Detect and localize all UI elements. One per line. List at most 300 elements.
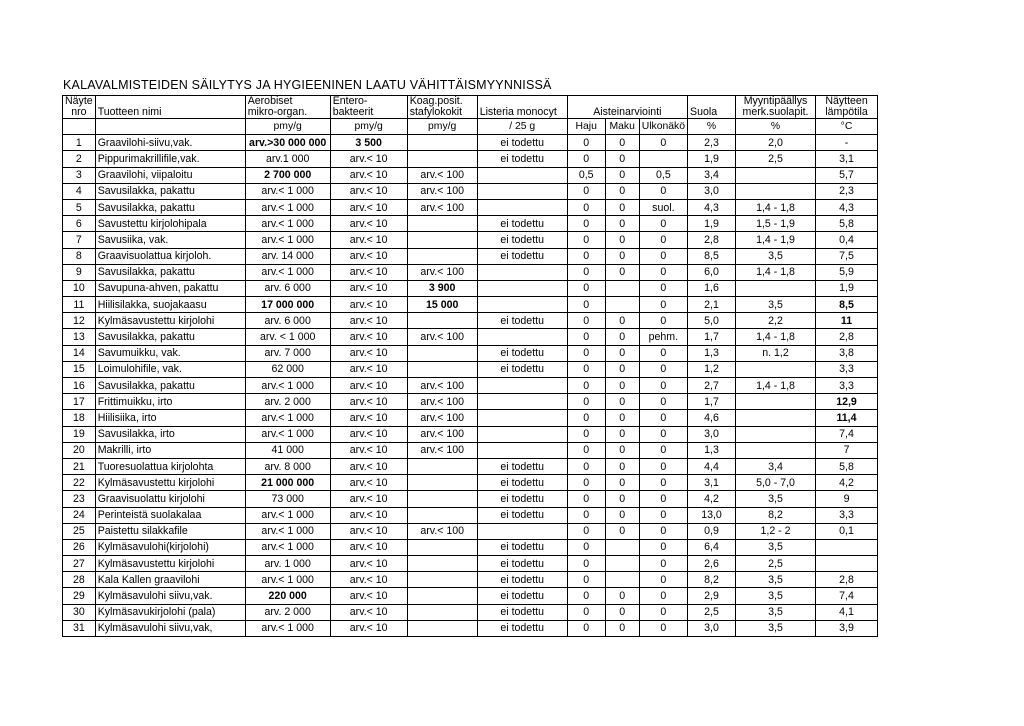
cell-maku: 0	[605, 410, 639, 426]
col-header-listeria: Listeria monocyt	[477, 96, 567, 119]
cell-entero: arv.< 10	[330, 620, 407, 636]
cell-suola: 3,4	[688, 167, 736, 183]
cell-name: Hiilisiika, irto	[95, 410, 245, 426]
cell-haju: 0	[567, 297, 605, 313]
cell-aerob: arv.< 1 000	[245, 523, 330, 539]
cell-listeria	[477, 183, 567, 199]
cell-entero: arv.< 10	[330, 378, 407, 394]
cell-ulkonako: 0	[639, 280, 687, 296]
cell-nro: 4	[63, 183, 96, 199]
cell-nro: 29	[63, 588, 96, 604]
cell-maku: 0	[605, 248, 639, 264]
table-row	[63, 135, 878, 151]
cell-name: Hiilisilakka, suojakaasu	[95, 297, 245, 313]
cell-maku: 0	[605, 426, 639, 442]
cell-name: Savusiika, vak.	[95, 232, 245, 248]
cell-koag	[407, 248, 477, 264]
cell-lampo: 11,4	[816, 410, 878, 426]
cell-lampo: 5,9	[816, 264, 878, 280]
cell-entero: arv.< 10	[330, 572, 407, 588]
cell-lampo: 1,9	[816, 280, 878, 296]
cell-listeria	[477, 199, 567, 215]
cell-myynti: 3,5	[736, 539, 816, 555]
cell-aerob: arv.< 1 000	[245, 539, 330, 555]
cell-nro: 8	[63, 248, 96, 264]
cell-haju: 0	[567, 345, 605, 361]
cell-lampo: 5,7	[816, 167, 878, 183]
cell-suola: 4,3	[688, 199, 736, 215]
cell-koag	[407, 556, 477, 572]
cell-koag: arv.< 100	[407, 378, 477, 394]
cell-nro: 19	[63, 426, 96, 442]
cell-aerob: arv. 1 000	[245, 556, 330, 572]
table-row	[63, 507, 878, 523]
cell-koag: arv.< 100	[407, 183, 477, 199]
col-header-myynti-text: Myyntipäällys merk.suolapit.	[742, 95, 809, 118]
cell-myynti: 3,5	[736, 297, 816, 313]
table-row	[63, 410, 878, 426]
cell-koag	[407, 539, 477, 555]
cell-aerob: arv.< 1 000	[245, 426, 330, 442]
cell-listeria: ei todettu	[477, 620, 567, 636]
cell-aerob: arv. 2 000	[245, 394, 330, 410]
cell-suola: 1,6	[688, 280, 736, 296]
cell-entero: arv.< 10	[330, 248, 407, 264]
cell-maku: 0	[605, 329, 639, 345]
cell-nro: 15	[63, 361, 96, 377]
cell-nro: 25	[63, 523, 96, 539]
cell-koag	[407, 345, 477, 361]
table-row	[63, 329, 878, 345]
cell-lampo: 5,8	[816, 216, 878, 232]
cell-suola: 3,0	[688, 620, 736, 636]
cell-koag	[407, 588, 477, 604]
cell-name: Pippurimakrillifile,vak.	[95, 151, 245, 167]
table-row	[63, 620, 878, 636]
cell-haju: 0	[567, 394, 605, 410]
table-row	[63, 199, 878, 215]
cell-entero: arv.< 10	[330, 167, 407, 183]
cell-aerob: 2 700 000	[245, 167, 330, 183]
cell-name: Kylmäsavukirjolohi (pala)	[95, 604, 245, 620]
cell-lampo: 2,8	[816, 329, 878, 345]
cell-suola: 5,0	[688, 313, 736, 329]
cell-maku: 0	[605, 458, 639, 474]
cell-name: Kylmäsavulohi siivu,vak,	[95, 620, 245, 636]
cell-suola: 1,2	[688, 361, 736, 377]
cell-nro: 30	[63, 604, 96, 620]
cell-haju: 0	[567, 313, 605, 329]
cell-nro: 21	[63, 458, 96, 474]
cell-ulkonako: 0	[639, 539, 687, 555]
cell-listeria: ei todettu	[477, 572, 567, 588]
cell-myynti: 1,5 - 1,9	[736, 216, 816, 232]
cell-ulkonako: 0	[639, 264, 687, 280]
cell-listeria: ei todettu	[477, 507, 567, 523]
cell-myynti: 2,2	[736, 313, 816, 329]
unit-nro	[63, 119, 96, 135]
cell-nro: 26	[63, 539, 96, 555]
cell-haju: 0	[567, 135, 605, 151]
cell-myynti: 1,4 - 1,8	[736, 378, 816, 394]
cell-aerob: arv. 7 000	[245, 345, 330, 361]
cell-aerob: arv. < 1 000	[245, 329, 330, 345]
cell-myynti: 1,4 - 1,8	[736, 329, 816, 345]
cell-maku: 0	[605, 167, 639, 183]
cell-koag: arv.< 100	[407, 410, 477, 426]
table-row	[63, 378, 878, 394]
cell-suola: 2,9	[688, 588, 736, 604]
cell-name: Graavisuolattua kirjoloh.	[95, 248, 245, 264]
cell-entero: arv.< 10	[330, 556, 407, 572]
cell-suola: 1,3	[688, 345, 736, 361]
cell-maku: 0	[605, 507, 639, 523]
col-header-name: Tuotteen nimi	[95, 96, 245, 119]
cell-haju: 0	[567, 361, 605, 377]
cell-entero: arv.< 10	[330, 313, 407, 329]
cell-haju: 0	[567, 458, 605, 474]
cell-ulkonako: 0	[639, 426, 687, 442]
cell-haju: 0,5	[567, 167, 605, 183]
cell-maku: 0	[605, 604, 639, 620]
cell-listeria: ei todettu	[477, 458, 567, 474]
cell-name: Tuoresuolattua kirjolohta	[95, 458, 245, 474]
cell-suola: 6,4	[688, 539, 736, 555]
cell-ulkonako: 0	[639, 588, 687, 604]
cell-lampo: 7,4	[816, 426, 878, 442]
cell-haju: 0	[567, 426, 605, 442]
cell-koag	[407, 604, 477, 620]
col-header-suola: Suola	[688, 96, 736, 119]
cell-suola: 0,9	[688, 523, 736, 539]
cell-haju: 0	[567, 620, 605, 636]
cell-nro: 5	[63, 199, 96, 215]
cell-listeria	[477, 329, 567, 345]
cell-listeria: ei todettu	[477, 151, 567, 167]
cell-aerob: arv.< 1 000	[245, 199, 330, 215]
cell-koag: arv.< 100	[407, 394, 477, 410]
col-header-myynti	[736, 96, 816, 119]
cell-entero: arv.< 10	[330, 604, 407, 620]
cell-aerob: arv.< 1 000	[245, 216, 330, 232]
cell-nro: 18	[63, 410, 96, 426]
unit-listeria: / 25 g	[477, 119, 567, 135]
cell-haju: 0	[567, 410, 605, 426]
cell-koag	[407, 313, 477, 329]
cell-haju: 0	[567, 523, 605, 539]
cell-entero: arv.< 10	[330, 297, 407, 313]
cell-koag	[407, 458, 477, 474]
cell-aerob: 17 000 000	[245, 297, 330, 313]
cell-ulkonako: 0	[639, 475, 687, 491]
cell-lampo: 8,5	[816, 297, 878, 313]
cell-nro: 1	[63, 135, 96, 151]
table-body	[63, 135, 878, 637]
cell-ulkonako: 0	[639, 232, 687, 248]
cell-lampo	[816, 539, 878, 555]
cell-aerob: arv.< 1 000	[245, 378, 330, 394]
cell-entero: arv.< 10	[330, 539, 407, 555]
cell-name: Perinteistä suolakalaa	[95, 507, 245, 523]
cell-aerob: arv.< 1 000	[245, 410, 330, 426]
unit-myynti: %	[736, 119, 816, 135]
cell-entero: arv.< 10	[330, 361, 407, 377]
col-header-aisti: Aisteinarviointi	[567, 96, 687, 119]
cell-suola: 8,5	[688, 248, 736, 264]
cell-aerob: arv.< 1 000	[245, 264, 330, 280]
cell-haju: 0	[567, 556, 605, 572]
cell-ulkonako: 0	[639, 183, 687, 199]
cell-maku: 0	[605, 378, 639, 394]
cell-myynti: 1,4 - 1,8	[736, 264, 816, 280]
cell-koag	[407, 232, 477, 248]
table-row	[63, 313, 878, 329]
table-row	[63, 248, 878, 264]
cell-aerob: arv.1 000	[245, 151, 330, 167]
cell-entero: arv.< 10	[330, 199, 407, 215]
cell-name: Savumuikku, vak.	[95, 345, 245, 361]
table-row	[63, 183, 878, 199]
cell-koag	[407, 475, 477, 491]
unit-lampo: °C	[816, 119, 878, 135]
table-row	[63, 394, 878, 410]
cell-maku: 0	[605, 345, 639, 361]
cell-ulkonako: 0	[639, 135, 687, 151]
cell-listeria: ei todettu	[477, 135, 567, 151]
cell-suola: 3,0	[688, 426, 736, 442]
cell-haju: 0	[567, 151, 605, 167]
cell-listeria: ei todettu	[477, 248, 567, 264]
cell-name: Kylmäsavulohi siivu,vak.	[95, 588, 245, 604]
cell-myynti	[736, 183, 816, 199]
cell-lampo: 7	[816, 442, 878, 458]
cell-lampo	[816, 556, 878, 572]
header-row	[63, 96, 878, 119]
cell-ulkonako: 0	[639, 297, 687, 313]
cell-listeria: ei todettu	[477, 313, 567, 329]
cell-haju: 0	[567, 475, 605, 491]
cell-maku: 0	[605, 135, 639, 151]
table-row	[63, 491, 878, 507]
cell-koag	[407, 216, 477, 232]
cell-lampo: 12,9	[816, 394, 878, 410]
cell-koag: arv.< 100	[407, 329, 477, 345]
cell-listeria: ei todettu	[477, 556, 567, 572]
cell-ulkonako: 0	[639, 361, 687, 377]
cell-lampo: 11	[816, 313, 878, 329]
cell-listeria	[477, 264, 567, 280]
cell-myynti: 2,5	[736, 151, 816, 167]
cell-lampo: 5,8	[816, 458, 878, 474]
cell-aerob: arv.< 1 000	[245, 507, 330, 523]
cell-listeria	[477, 167, 567, 183]
table-row	[63, 426, 878, 442]
cell-suola: 3,0	[688, 183, 736, 199]
cell-myynti	[736, 426, 816, 442]
unit-row	[63, 119, 878, 135]
cell-entero: arv.< 10	[330, 216, 407, 232]
cell-haju: 0	[567, 280, 605, 296]
cell-entero: arv.< 10	[330, 232, 407, 248]
cell-listeria: ei todettu	[477, 588, 567, 604]
cell-haju: 0	[567, 329, 605, 345]
cell-nro: 11	[63, 297, 96, 313]
cell-ulkonako: pehm.	[639, 329, 687, 345]
table-row	[63, 556, 878, 572]
cell-lampo: 0,1	[816, 523, 878, 539]
cell-koag	[407, 507, 477, 523]
table-row	[63, 523, 878, 539]
cell-ulkonako: 0	[639, 507, 687, 523]
cell-name: Savusilakka, pakattu	[95, 183, 245, 199]
cell-nro: 13	[63, 329, 96, 345]
cell-myynti: 3,5	[736, 604, 816, 620]
cell-myynti: 8,2	[736, 507, 816, 523]
cell-aerob: arv. 2 000	[245, 604, 330, 620]
cell-haju: 0	[567, 183, 605, 199]
cell-ulkonako: 0	[639, 523, 687, 539]
cell-listeria	[477, 426, 567, 442]
cell-entero: arv.< 10	[330, 151, 407, 167]
cell-maku: 0	[605, 183, 639, 199]
cell-entero: arv.< 10	[330, 507, 407, 523]
cell-listeria: ei todettu	[477, 345, 567, 361]
cell-haju: 0	[567, 248, 605, 264]
cell-koag	[407, 620, 477, 636]
cell-haju: 0	[567, 442, 605, 458]
cell-aerob: arv.< 1 000	[245, 572, 330, 588]
cell-koag	[407, 572, 477, 588]
cell-nro: 28	[63, 572, 96, 588]
cell-listeria	[477, 378, 567, 394]
cell-suola: 4,4	[688, 458, 736, 474]
cell-myynti	[736, 167, 816, 183]
cell-maku: 0	[605, 361, 639, 377]
cell-nro: 10	[63, 280, 96, 296]
cell-ulkonako: 0	[639, 442, 687, 458]
cell-ulkonako: suol.	[639, 199, 687, 215]
cell-maku	[605, 280, 639, 296]
cell-nro: 3	[63, 167, 96, 183]
cell-entero: arv.< 10	[330, 280, 407, 296]
table-row	[63, 216, 878, 232]
cell-ulkonako: 0	[639, 313, 687, 329]
cell-lampo: 3,9	[816, 620, 878, 636]
cell-maku: 0	[605, 313, 639, 329]
unit-haju: Haju	[567, 119, 605, 135]
cell-entero: arv.< 10	[330, 475, 407, 491]
cell-listeria	[477, 394, 567, 410]
cell-entero: arv.< 10	[330, 458, 407, 474]
cell-koag	[407, 151, 477, 167]
cell-myynti: 5,0 - 7,0	[736, 475, 816, 491]
unit-ulkonako: Ulkonäkö	[639, 119, 687, 135]
cell-aerob: arv.< 1 000	[245, 232, 330, 248]
cell-haju: 0	[567, 507, 605, 523]
cell-aerob: arv.< 1 000	[245, 183, 330, 199]
cell-koag: arv.< 100	[407, 523, 477, 539]
cell-maku	[605, 556, 639, 572]
cell-name: Savustettu kirjolohipala	[95, 216, 245, 232]
table-row	[63, 442, 878, 458]
cell-ulkonako: 0	[639, 556, 687, 572]
cell-myynti: 3,4	[736, 458, 816, 474]
cell-haju: 0	[567, 216, 605, 232]
cell-nro: 17	[63, 394, 96, 410]
cell-name: Frittimuikku, irto	[95, 394, 245, 410]
col-header-lampo-text: Näytteen lämpötila	[825, 95, 868, 118]
cell-suola: 1,9	[688, 151, 736, 167]
cell-nro: 20	[63, 442, 96, 458]
cell-koag	[407, 361, 477, 377]
cell-listeria: ei todettu	[477, 539, 567, 555]
cell-nro: 6	[63, 216, 96, 232]
cell-nro: 2	[63, 151, 96, 167]
cell-suola: 2,6	[688, 556, 736, 572]
table-row	[63, 264, 878, 280]
cell-maku: 0	[605, 523, 639, 539]
cell-nro: 27	[63, 556, 96, 572]
cell-haju: 0	[567, 539, 605, 555]
cell-ulkonako: 0	[639, 216, 687, 232]
cell-myynti	[736, 410, 816, 426]
cell-maku: 0	[605, 588, 639, 604]
table-row	[63, 345, 878, 361]
cell-haju: 0	[567, 264, 605, 280]
cell-myynti: 1,4 - 1,9	[736, 232, 816, 248]
cell-aerob: arv. 14 000	[245, 248, 330, 264]
cell-suola: 1,7	[688, 394, 736, 410]
cell-suola: 2,3	[688, 135, 736, 151]
cell-koag: arv.< 100	[407, 442, 477, 458]
cell-aerob: arv.< 1 000	[245, 620, 330, 636]
cell-ulkonako: 0,5	[639, 167, 687, 183]
table-row	[63, 361, 878, 377]
cell-nro: 24	[63, 507, 96, 523]
cell-listeria	[477, 297, 567, 313]
cell-haju: 0	[567, 232, 605, 248]
table-row	[63, 280, 878, 296]
cell-koag: 15 000	[407, 297, 477, 313]
cell-lampo: 2,8	[816, 572, 878, 588]
cell-nro: 9	[63, 264, 96, 280]
cell-aerob: arv. 6 000	[245, 313, 330, 329]
col-header-aerob	[245, 96, 330, 119]
cell-name: Graavilohi, viipaloitu	[95, 167, 245, 183]
col-header-nro	[63, 96, 96, 119]
cell-myynti: 3,5	[736, 620, 816, 636]
table-row	[63, 232, 878, 248]
cell-aerob: 41 000	[245, 442, 330, 458]
cell-ulkonako: 0	[639, 458, 687, 474]
cell-lampo: 3,8	[816, 345, 878, 361]
cell-koag: arv.< 100	[407, 426, 477, 442]
cell-maku	[605, 539, 639, 555]
col-header-entero	[330, 96, 407, 119]
cell-suola: 6,0	[688, 264, 736, 280]
cell-entero: arv.< 10	[330, 264, 407, 280]
col-header-lampo	[816, 96, 878, 119]
cell-suola: 13,0	[688, 507, 736, 523]
cell-ulkonako: 0	[639, 410, 687, 426]
cell-name: Kala Kallen graavilohi	[95, 572, 245, 588]
cell-nro: 31	[63, 620, 96, 636]
col-header-koag-text: Koag.posit. stafylokokit	[409, 95, 463, 118]
cell-koag: arv.< 100	[407, 199, 477, 215]
cell-name: Savusilakka, irto	[95, 426, 245, 442]
cell-name: Kylmäsavulohi(kirjolohi)	[95, 539, 245, 555]
cell-entero: 3 500	[330, 135, 407, 151]
